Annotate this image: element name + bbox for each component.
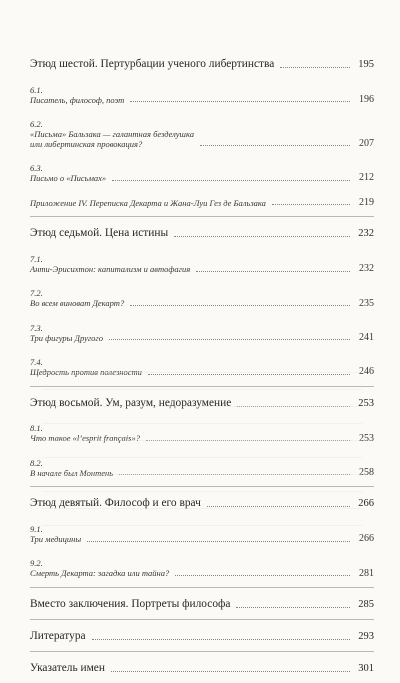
page-number: 253 [359,432,374,444]
subsection-number: 6.2. [30,119,43,130]
section-title: Этюд шестой. Пертурбации ученого либертинства [30,58,275,70]
subsection-title: Письмо о «Письмах» [30,173,107,183]
subsection-title: Щедрость против полезности [30,366,142,377]
page-number: 232 [358,228,374,240]
subsection-number: 8.1. [30,423,43,434]
page-number: 301 [358,663,374,675]
subsection-title: Анти-Эрисихтон: капитализм и автофагия [30,263,191,274]
section-title-entry [30,497,374,510]
subsection-entry [30,348,374,377]
page-number: 219 [359,196,374,208]
subsection-number: 6.3. [30,163,43,174]
dot-leader [237,406,350,407]
subsection-entry [30,280,374,309]
section-conclusion [30,598,374,620]
section-index [30,662,374,683]
page-number: 293 [358,631,374,643]
section-title-entry [30,662,374,675]
subsection-entry [30,415,374,444]
dot-leader [236,607,350,608]
dot-leader [146,440,350,441]
dot-leader [119,474,350,475]
section-title: Указатель имен [30,662,105,675]
section-title: Вместо заключения. Портреты философа [30,598,231,610]
section-etude-6 [30,58,374,217]
dot-leader [196,271,350,272]
subsection-title: Во всем виноват Декарт? [30,298,125,309]
subsection-entry [30,154,374,183]
appendix-entry [30,189,374,209]
dot-leader [109,339,350,340]
subsection-number: 9.1. [30,524,43,535]
section-etude-7 [30,227,374,386]
section-title: Этюд девятый. Философ и его врач [30,497,201,510]
page-number: 196 [359,93,374,105]
subsection-entry [30,110,374,149]
dot-leader [200,145,350,146]
dot-leader [87,541,350,542]
section-etude-8 [30,397,374,488]
dot-leader [92,639,350,640]
subsection-title: Три фигуры Другого [30,332,103,343]
page-number: 235 [359,297,374,309]
subsection-number: 8.2. [30,457,43,468]
subsection-title: Смерть Декарта: загадка или тайна? [30,568,170,579]
subsection-number: 9.2. [30,558,43,569]
subsection-title: В начале был Монтень [30,467,114,478]
subsection-title: Три медицины [30,533,82,544]
dot-leader [272,204,350,205]
page-number: 253 [358,397,374,409]
subsection-entry [30,550,374,579]
section-literature [30,630,374,652]
page-number: 212 [359,172,374,184]
section-title: Этюд седьмой. Цена истины [30,227,169,240]
subsection-number: 6.1. [30,84,43,95]
section-title-entry [30,397,374,410]
section-title-entry [30,630,374,643]
page-number: 232 [359,263,374,275]
page-number: 266 [359,533,374,545]
section-title-entry [30,598,374,611]
dot-leader [174,236,350,237]
subsection-entry [30,449,374,478]
subsection-number: 7.2. [30,288,43,299]
page-number: 195 [358,59,374,71]
dot-leader [148,374,350,375]
section-title: Литература [30,630,86,643]
dot-leader [130,305,350,306]
dot-leader [207,506,350,507]
subsection-title: «Письма» Бальзака — галантная безделушка или либертинская провокация? [30,128,194,149]
section-etude-9 [30,497,374,588]
dot-leader [175,575,350,576]
page-number: 266 [358,498,374,510]
subsection-entry [30,314,374,343]
dot-leader [280,67,350,68]
dot-leader [130,101,350,102]
page-number: 258 [359,466,374,478]
dot-leader [112,180,350,181]
dot-leader [111,671,350,672]
subsection-entry [30,76,374,105]
subsection-entry [30,245,374,274]
appendix-title: Приложение IV. Переписка Декарта и Жана-Луи Гез де Бальзака [30,197,266,208]
page-number: 246 [359,366,374,378]
subsection-title: Что такое «l’esprit français»? [30,433,140,444]
page-number: 207 [359,137,374,149]
subsection-number: 7.4. [30,357,43,368]
page-number: 285 [358,599,374,611]
subsection-title: Писатель, философ, поэт [30,94,125,105]
subsection-entry [30,515,374,544]
subsection-number: 7.3. [30,322,43,333]
table-of-contents [30,58,374,683]
subsection-number: 7.1. [30,254,43,265]
page-number: 281 [359,567,374,579]
section-title-entry [30,58,374,71]
page-number: 241 [359,331,374,343]
section-title-entry [30,227,374,240]
section-title: Этюд восьмой. Ум, разум, недоразумение [30,396,232,409]
